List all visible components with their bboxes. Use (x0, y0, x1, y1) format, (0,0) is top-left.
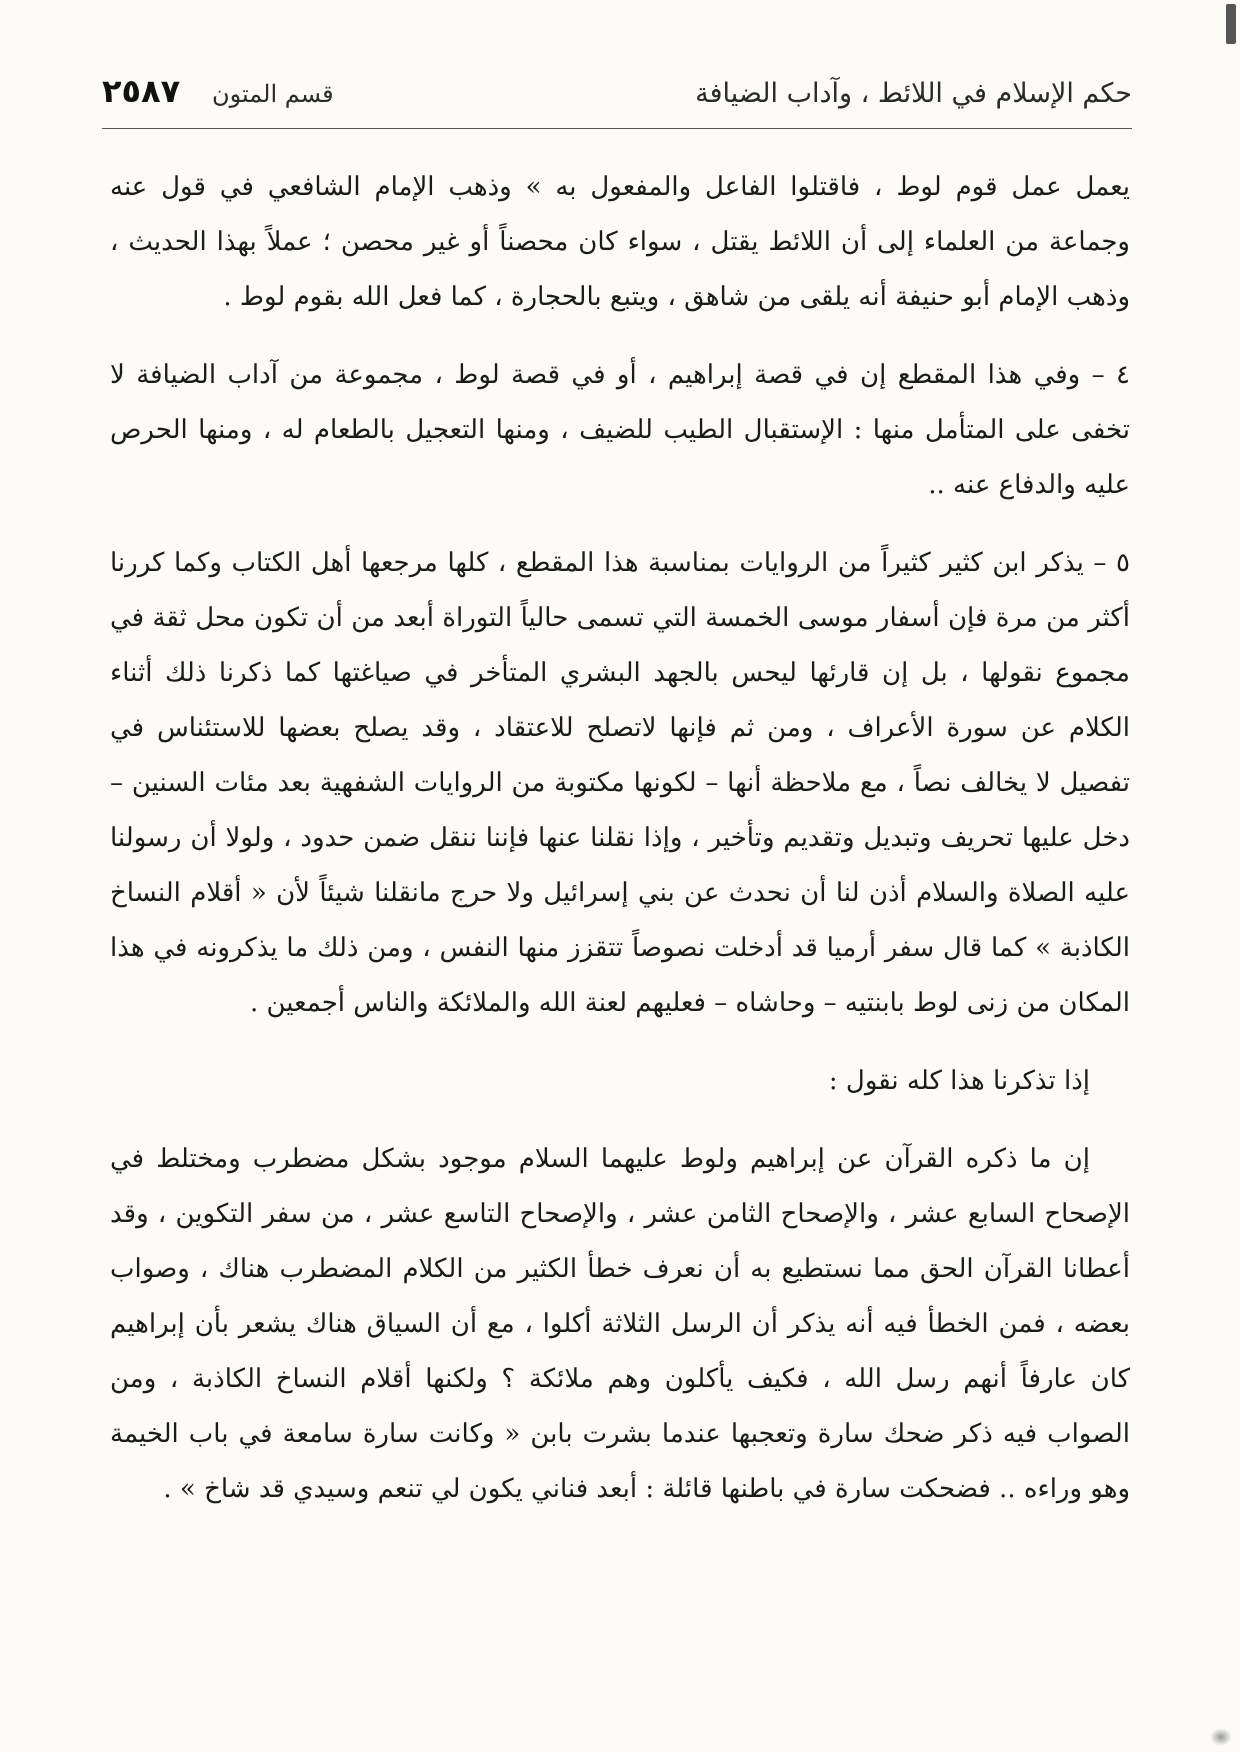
paragraph-point-5: ٥ – يذكر ابن كثير كثيراً من الروايات بمناسبة هذا المقطع ، كلها مرجعها أهل الكتاب وكما كررنا أكثر من مرة فإن أسفار موسى الخمسة التي تسمى حالياً التوراة أبعد من أن تكون محل ثقة في مجموع نقولها ، بل إن قارئها ليحس بالجهد البشري المتأخر في صياغتها كما ذكرنا ذلك أثناء الكلام عن سورة الأعراف ، ومن ثم فإنها لاتصلح للاعتقاد ، وقد يصلح بعضها للاستئناس في تفصيل لا يخالف نصاً ، مع ملاحظة أنها – لكونها مكتوبة من الروايات الشفهية بعد مئات السنين – دخل عليها تحريف وتبديل وتقديم وتأخير ، وإذا نقلنا عنها فإننا ننقل ضمن حدود ، ولولا أن رسولنا عليه الصلاة والسلام أذن لنا أن نحدث عن بني إسرائيل ولا حرج مانقلنا شيئاً لأن « أقلام النساخ الكاذبة » كما قال سفر أرميا قد أدخلت نصوصاً تتقزز منها النفس ، ومن ذلك ما يذكرونه في هذا المكان من زنى لوط بابنتيه – وحاشاه – فعليهم لعنة الله والملائكة والناس أجمعين . (110, 548, 1130, 1018)
paragraph-transition: إذا تذكرنا هذا كله نقول : (828, 1066, 1090, 1096)
header-title: حكم الإسلام في اللائط ، وآداب الضيافة (695, 78, 1132, 109)
header-section: قسم المتون (212, 80, 334, 108)
margin-mark (1226, 4, 1236, 44)
paragraph-conclusion: إن ما ذكره القرآن عن إبراهيم ولوط عليهما السلام موجود بشكل مضطرب ومختلط في الإصحاح السابع عشر ، والإصحاح الثامن عشر ، والإصحاح التاسع عشر ، من سفر التكوين ، وقد أعطانا القرآن الحق مما نستطيع به أن نعرف خطأ الكثير من الكلام المضطرب هناك ، وصواب بعضه ، فمن الخطأ فيه أنه يذكر أن الرسل الثلاثة أكلوا ، مع أن السياق هناك يشعر بأن إبراهيم كان عارفاً أنهم رسل الله ، فكيف يأكلون وهم ملائكة ؟ ولكنها أقلام النساخ الكاذبة ، ومن الصواب فيه ذكر ضحك سارة وتعجبها عندما بشرت بابن « وكانت سارة سامعة في باب الخيمة وهو وراءه .. فضحكت سارة في باطنها قائلة : أبعد فناني يكون لي تنعم وسيدي قد شاخ » . (110, 1144, 1130, 1504)
paragraph-continuation: يعمل عمل قوم لوط ، فاقتلوا الفاعل والمفعول به » وذهب الإمام الشافعي في قول عنه وجماعة من العلماء إلى أن اللائط يقتل ، سواء كان محصناً أو غير محصن ؛ عملاً بهذا الحديث ، وذهب الإمام أبو حنيفة أنه يلقى من شاهق ، ويتبع بالحجارة ، كما فعل الله بقوم لوط . (110, 172, 1130, 312)
page-number: ٢٥٨٧ (102, 72, 181, 110)
body-text (110, 160, 1130, 1517)
running-header (102, 72, 1132, 130)
scan-speck (1210, 1728, 1232, 1746)
paragraph-point-4: ٤ – وفي هذا المقطع إن في قصة إبراهيم ، أو في قصة لوط ، مجموعة من آداب الضيافة لا تخفى على المتأمل منها : الإستقبال الطيب للضيف ، ومنها التعجيل بالطعام له ، ومنها الحرص عليه والدفاع عنه .. (110, 360, 1130, 500)
header-rule (102, 128, 1132, 129)
